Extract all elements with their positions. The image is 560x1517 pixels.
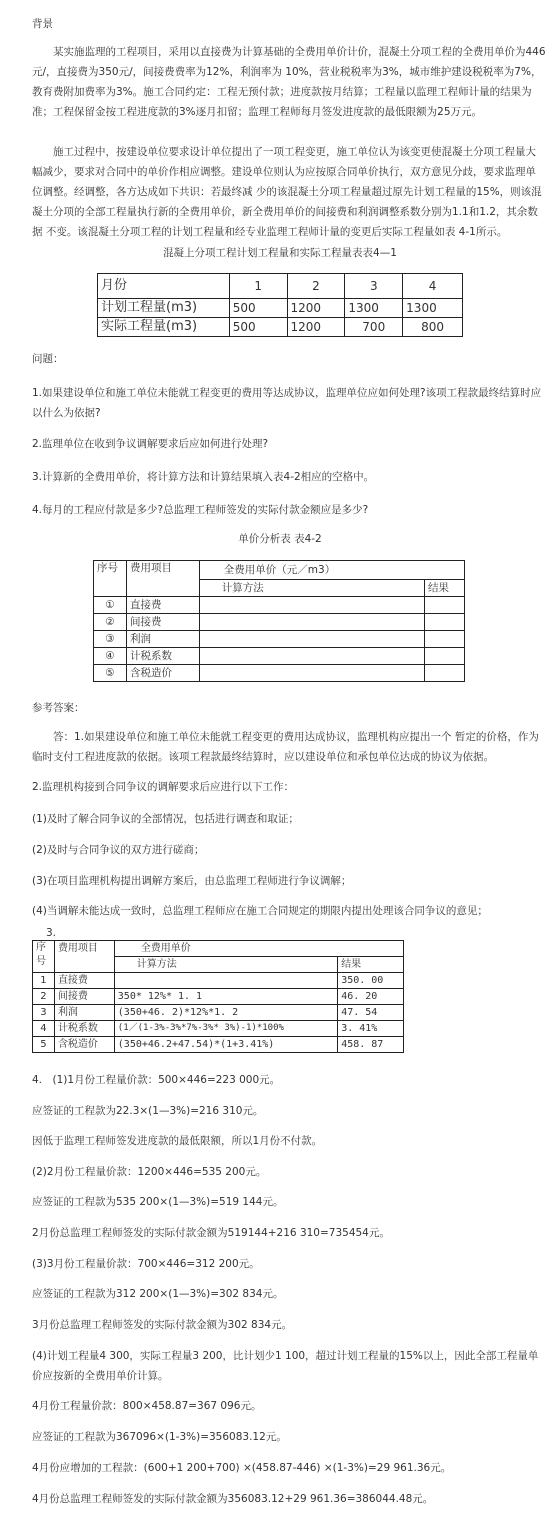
table2-result-cell	[425, 597, 465, 614]
table1-cell: 700	[345, 318, 403, 337]
answer-4-4-d: 4月份应增加的工程款：(600+1 200+700) ×(458.87-446) ×(1-3%)=29 961.36元。	[32, 1462, 452, 1474]
answer-4-1-a: 4. (1)1月份工程量价款：500×446=223 000元。	[32, 1074, 281, 1086]
table1-cell: 800	[403, 318, 463, 337]
table3-seq: 3	[33, 1005, 55, 1021]
table-row	[98, 318, 463, 337]
table3-header-result: 结果	[338, 957, 404, 973]
answer-3-label: 3.	[46, 927, 57, 939]
table3-seq: 4	[33, 1021, 55, 1037]
table3-item: 间接费	[54, 989, 114, 1005]
table2-method-cell	[199, 597, 424, 614]
answer-4-2-a: (2)2月份工程量价款：1200×446=535 200元。	[32, 1166, 267, 1178]
answer-2-item-2: (2)及时与合同争议的双方进行磋商；	[32, 844, 205, 856]
table1-header-cell: 2	[287, 274, 345, 299]
table3-item: 含税造价	[54, 1037, 114, 1053]
table-row	[98, 299, 463, 318]
answer-4-3-b: 应签证的工程款为312 200×(1—3%)=302 834元。	[32, 1288, 284, 1300]
answer-2: 2.监理机构接到合同争议的调解要求后应进行以下工作：	[32, 781, 295, 793]
table3-result: 46. 20	[338, 989, 404, 1005]
answer-3-table	[32, 940, 404, 1053]
table1-cell: 500	[229, 318, 287, 337]
table1-title: 混凝上分项工程计划工程量和实际工程量表表4—1	[163, 247, 397, 259]
table2-header-item: 费用项目	[126, 561, 199, 597]
table-row	[33, 1037, 404, 1053]
table1-row-label: 计划工程量(m3)	[98, 299, 230, 318]
question-1: 1.如果建设单位和施工单位未能就工程变更的费用等达成协议，监理单位应如何处理?该项工程款最终结算时应以什么为依据?	[32, 387, 542, 419]
table3-item: 直接费	[54, 973, 114, 989]
table2-header-result: 结果	[425, 580, 465, 597]
answers-label: 参考答案：	[32, 702, 85, 714]
table1-header-cell: 1	[229, 274, 287, 299]
answer-4-4-b: 4月份工程量价款：800×458.87=367 096元。	[32, 1400, 262, 1412]
table2-header-method: 计算方法	[199, 580, 424, 597]
answer-4-4-e: 4月份总监理工程师签发的实际付款金额为356083.12+29 961.36=386044.48元。	[32, 1493, 434, 1505]
section-heading-background: 背景	[32, 18, 53, 30]
table1-header-month: 月份	[98, 274, 230, 299]
background-paragraph-2: 施工过程中，按建设单位要求设计单位提出了一项工程变更，施工单位认为该变更使混凝土分项工程量大幅减少，要求对合同中的单价作相应调整。建设单位则认为应按原合同单价执行，双方意见分歧，要求监理单位调整。经调整，各方达成如下共识：若最终减 少的该混凝土分项工程量超过原先计划工程量的15%，则该混凝土分项的全部工程量执行新的全费用单价，新全费用单价的间接费和利润调整系数分别为1.1和1.2，其余数据 不变。该混凝土分项工程的计划工程量和经专业监理工程师计量的变更后实际工程量如表 4-1所示。	[32, 146, 542, 238]
table1-cell: 1200	[287, 299, 345, 318]
table3-header-row	[33, 941, 404, 957]
answer-1: 答：1.如果建设单位和施工单位未能就工程变更的费用达成协议，监理机构应提出一个 暂定的价格，作为临时支付工程进度款的依据。该项工程款最终结算时，应以建设单位和承包单位达成的协议为依据。	[32, 731, 539, 763]
table3-header-item: 费用项目	[54, 941, 114, 973]
table3-method: 350* 12%* 1. 1	[114, 989, 337, 1005]
table3-result: 350. 00	[338, 973, 404, 989]
question-4: 4.每月的工程应付款是多少?总监理工程师签发的实际付款金额应是多少?	[32, 504, 369, 516]
table3-result: 47. 54	[338, 1005, 404, 1021]
table-row	[33, 1021, 404, 1037]
table2-method-cell	[199, 648, 424, 665]
table2-method-cell	[199, 665, 424, 682]
answer-4-4-c: 应签证的工程款为367096×(1-3%)=356083.12元。	[32, 1431, 287, 1443]
table3-header-price: 全费用单价	[114, 941, 403, 957]
background-paragraph-1: 某实施监理的工程项目，采用以直接费为计算基础的全费用单价计价，混凝土分项工程的全费用单价为446元/，直接费为350元/，间接费费率为12%，利润率为 10%，营业税税率为3%，城市维护建设税税率为7%，教育费附加费率为3%。施工合同约定：工程无预付款；进度款按月结算；工程量以监理工程师计量的结果为准；工程保留金按工程进度款的3%逐月扣留；监理工程师每月签发进度款的最低限额为25万元。	[32, 46, 546, 118]
answer-4-4-a: (4)计划工程量4 300，实际工程量3 200，比计划少1 100，超过计划工程量的15%以上，因此全部工程量单价应按新的全费用单价计算。	[32, 1350, 539, 1382]
table-row	[33, 989, 404, 1005]
table3-method: (350+46.2+47.54)*(1+3.41%)	[114, 1037, 337, 1053]
answer-2-item-1: (1)及时了解合同争议的全部情况，包括进行调查和取证；	[32, 813, 299, 825]
answer-4-1-b: 应签证的工程款为22.3×(1—3%)=216 310元。	[32, 1105, 264, 1117]
table3-item: 计税系数	[54, 1021, 114, 1037]
table2-seq: ③	[94, 631, 127, 648]
table2-method-cell	[199, 631, 424, 648]
table3-header-method: 计算方法	[114, 957, 337, 973]
table2-result-cell	[425, 614, 465, 631]
table2-seq: ④	[94, 648, 127, 665]
answer-4-3-a: (3)3月份工程量价款：700×446=312 200元。	[32, 1258, 260, 1270]
answer-4-2-c: 2月份总监理工程师签发的实际付款金额为519144+216 310=735454元。	[32, 1227, 390, 1239]
table2-title: 单价分析表 表4-2	[238, 533, 322, 545]
table3-method: (1／(1-3%-3%*7%-3%* 3%)-1)*100%	[114, 1021, 337, 1037]
table3-seq: 1	[33, 973, 55, 989]
table1-quantities	[97, 273, 463, 337]
table2-seq: ①	[94, 597, 127, 614]
table2-item: 计税系数	[126, 648, 199, 665]
table2-result-cell	[425, 648, 465, 665]
table2-result-cell	[425, 631, 465, 648]
answer-2-item-3: (3)在项目监理机构提出调解方案后，由总监理工程师进行争议调解；	[32, 875, 352, 887]
table-row	[33, 973, 404, 989]
table1-cell: 500	[229, 299, 287, 318]
table2-item: 直接费	[126, 597, 199, 614]
table2-header-seq: 序号	[94, 561, 127, 597]
table-row	[94, 597, 465, 614]
table2-header-price: 全费用单价（元／m3）	[199, 561, 464, 580]
table2-item: 间接费	[126, 614, 199, 631]
table2-seq: ②	[94, 614, 127, 631]
table1-cell: 1300	[403, 299, 463, 318]
question-2: 2.监理单位在收到争议调解要求后应如何进行处理?	[32, 438, 269, 450]
table-row	[94, 665, 465, 682]
table1-header-cell: 4	[403, 274, 463, 299]
questions-label: 问题：	[32, 353, 64, 365]
table3-seq: 2	[33, 989, 55, 1005]
table2-method-cell	[199, 614, 424, 631]
table2-result-cell	[425, 665, 465, 682]
table3-method: (350+46. 2)*12%*1. 2	[114, 1005, 337, 1021]
table2-item: 利润	[126, 631, 199, 648]
table-row	[94, 631, 465, 648]
table1-header-cell: 3	[345, 274, 403, 299]
question-3: 3.计算新的全费用单价，将计算方法和计算结果填入表4-2相应的空格中。	[32, 471, 375, 483]
table-row	[33, 1005, 404, 1021]
answer-2-item-4: (4)当调解未能达成一致时，总监理工程师应在施工合同规定的期限内提出处理该合同争议的意见；	[32, 905, 488, 917]
table3-header-seq	[33, 941, 55, 973]
table2-unit-price-analysis	[93, 560, 465, 682]
table3-result: 458. 87	[338, 1037, 404, 1053]
table1-header-row	[98, 274, 463, 299]
table1-cell: 1200	[287, 318, 345, 337]
table3-result: 3. 41%	[338, 1021, 404, 1037]
table3-header-seq-a: 序	[36, 942, 46, 953]
table2-header-row	[94, 561, 465, 580]
table3-header-seq-b: 号	[36, 956, 46, 967]
answer-4-1-c: 因低于监理工程师签发进度款的最低限额，所以1月份不付款。	[32, 1135, 323, 1147]
table1-cell: 1300	[345, 299, 403, 318]
table-row	[94, 614, 465, 631]
table3-seq: 5	[33, 1037, 55, 1053]
table3-method	[114, 973, 337, 989]
table2-item: 含税造价	[126, 665, 199, 682]
answer-4-2-b: 应签证的工程款为535 200×(1—3%)=519 144元。	[32, 1196, 284, 1208]
answer-4-3-c: 3月份总监理工程师签发的实际付款金额为302 834元。	[32, 1319, 293, 1331]
table2-seq: ⑤	[94, 665, 127, 682]
table-row	[94, 648, 465, 665]
table1-row-label: 实际工程量(m3)	[98, 318, 230, 337]
table3-item: 利润	[54, 1005, 114, 1021]
